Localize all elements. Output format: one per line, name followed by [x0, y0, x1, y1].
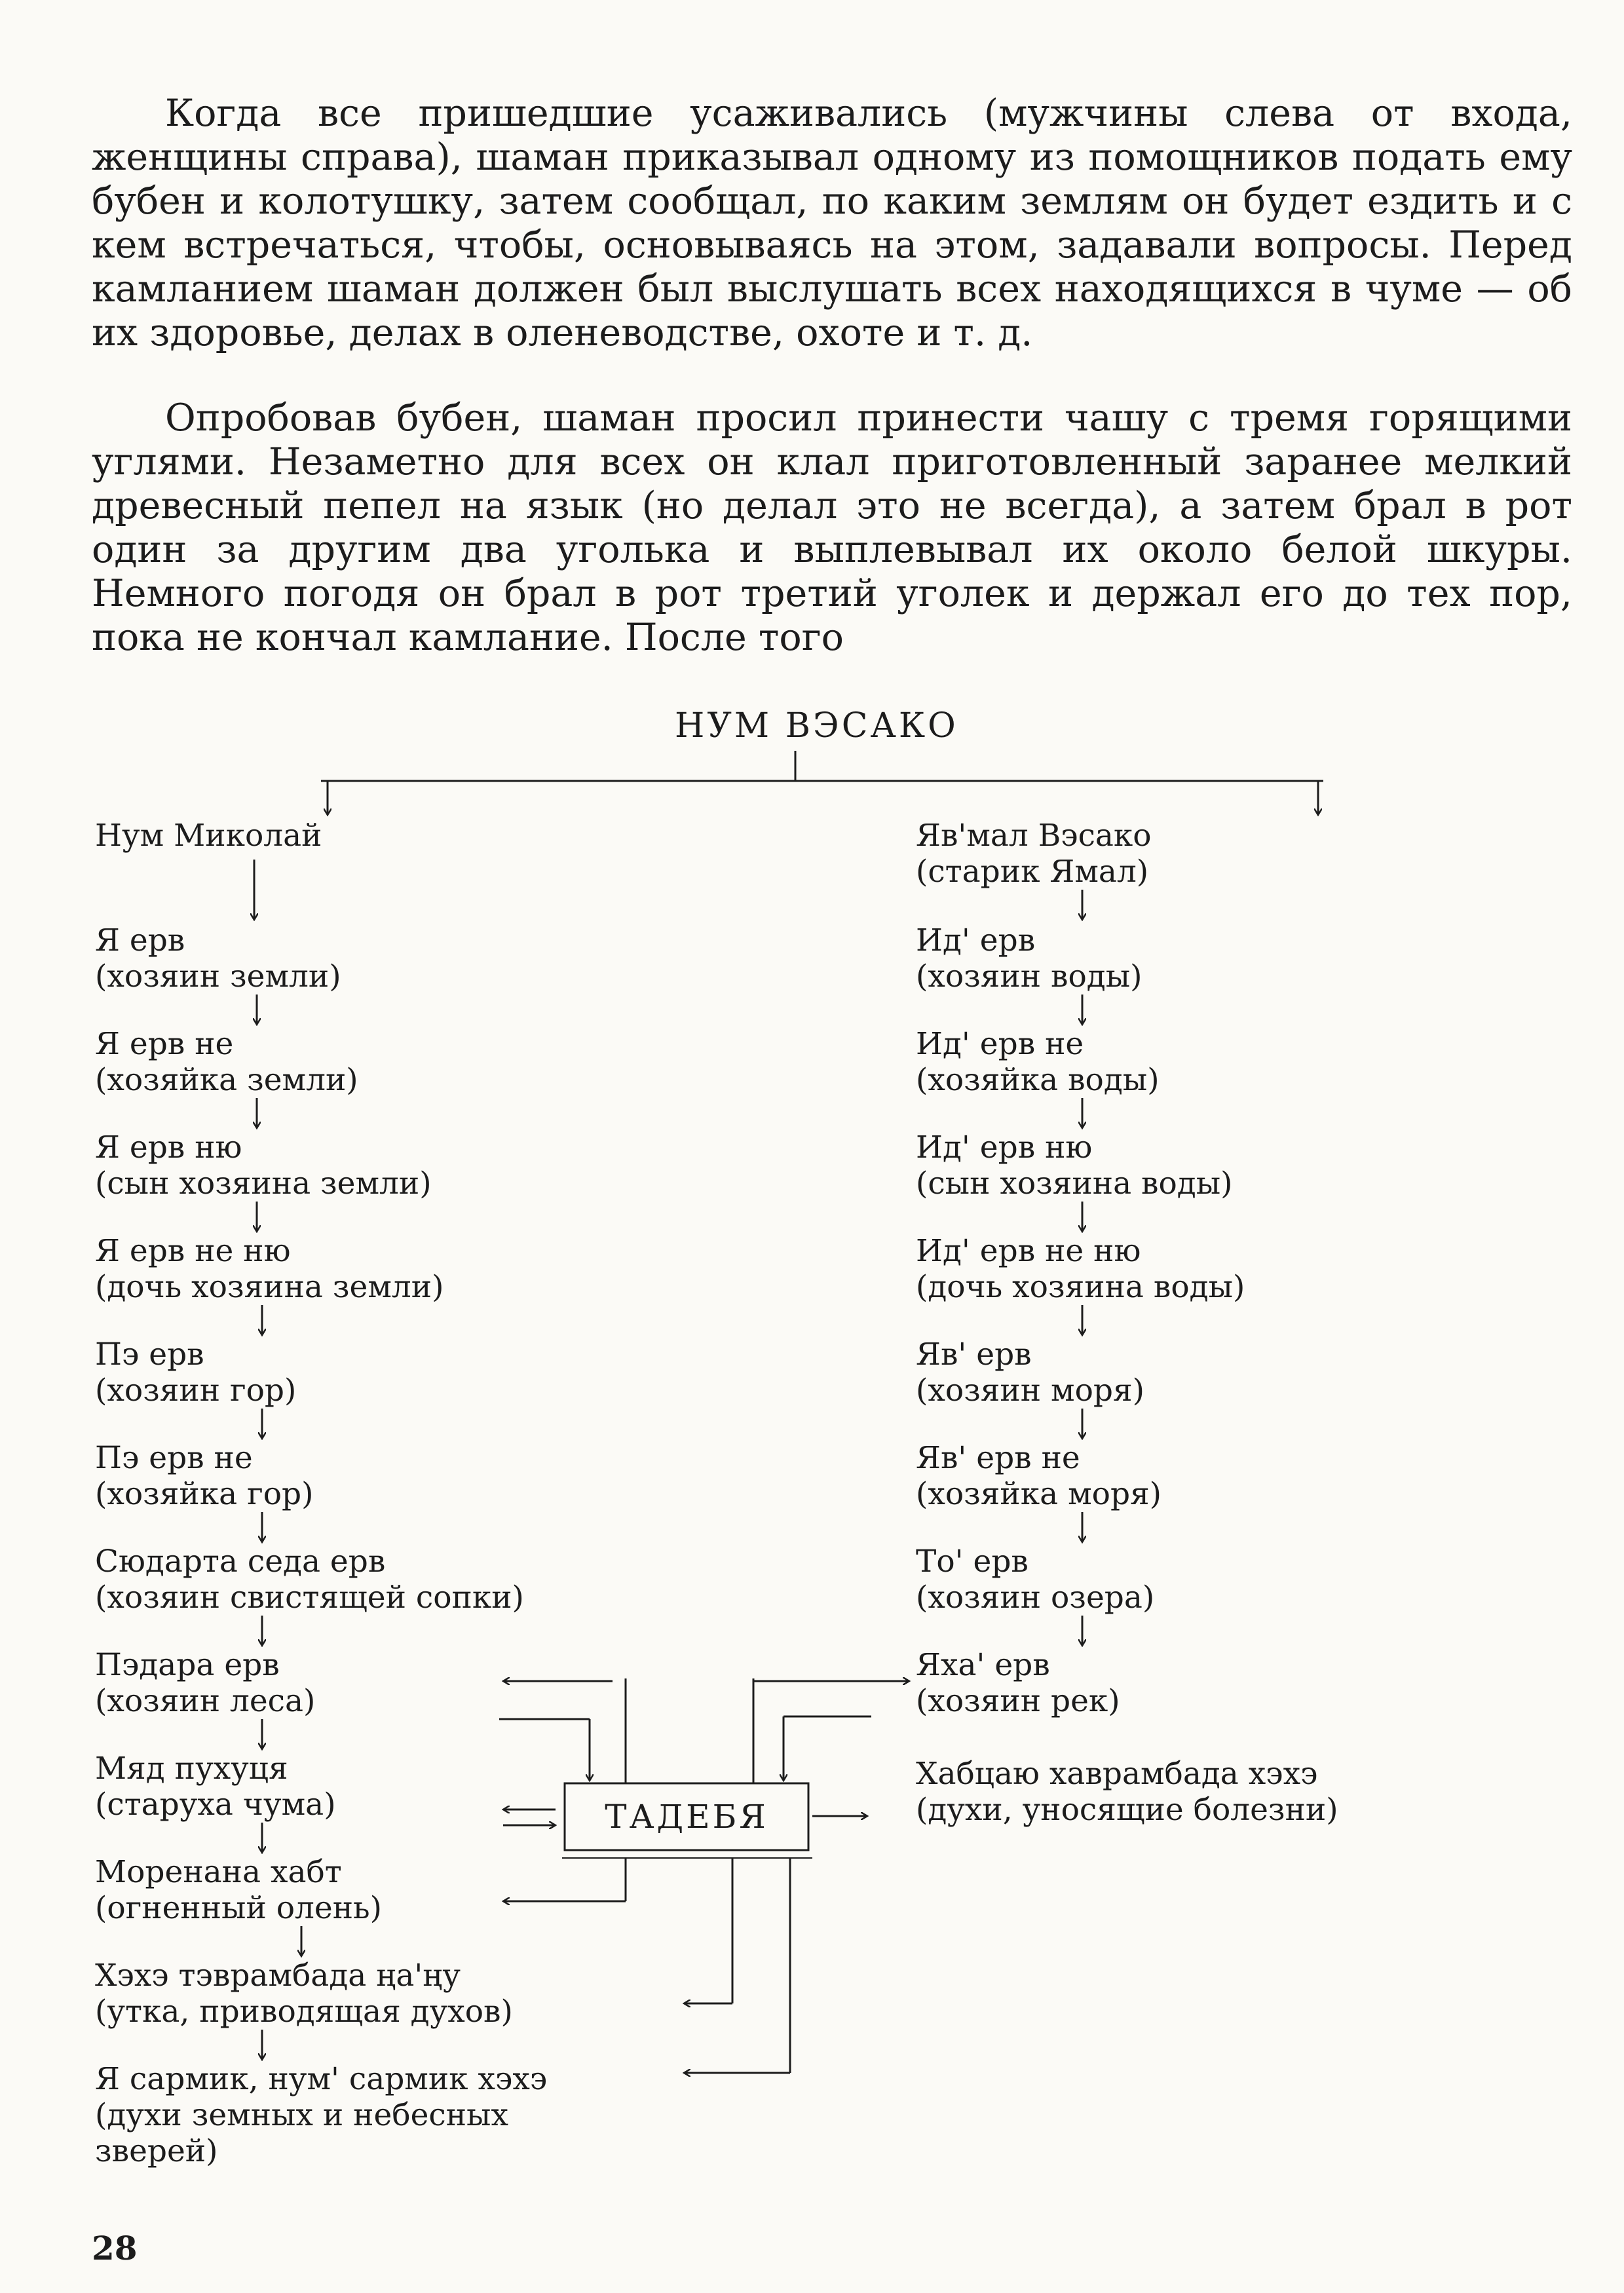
node-name: Яха' ерв — [916, 1647, 1050, 1683]
node-name: Ид' ерв не — [916, 1026, 1084, 1062]
node-name: Яв' ерв — [916, 1336, 1032, 1373]
node-name: Сюдарта седа ерв — [95, 1544, 386, 1580]
node-gloss: (хозяйка воды) — [916, 1062, 1160, 1098]
node-name: Я ерв — [95, 922, 185, 958]
node-gloss: (хозяин земли) — [95, 958, 341, 995]
node-gloss: (сын хозяина земли) — [95, 1165, 432, 1202]
node-gloss: (хозяйка моря) — [916, 1476, 1162, 1512]
node-gloss: (огненный олень) — [95, 1890, 382, 1926]
node-name: Я сармик, нум' сармик хэхэ — [95, 2061, 548, 2097]
node-gloss: (хозяин рек) — [916, 1683, 1120, 1719]
node-name: Я ерв не ню — [95, 1233, 291, 1269]
node-gloss: (сын хозяина воды) — [916, 1165, 1233, 1202]
page-number: 28 — [92, 2229, 138, 2267]
node-name: Хабцаю хаврамбада хэхэ — [916, 1756, 1318, 1792]
node-gloss-2: зверей) — [95, 2133, 218, 2169]
node-gloss: (хозяйка земли) — [95, 1062, 358, 1098]
node-name: Яв' ерв не — [916, 1440, 1080, 1476]
node-name: Пэ ерв не — [95, 1440, 253, 1476]
paragraph-1: Когда все пришедшие усаживались (мужчины слева от входа, женщины справа), шаман приказывал одному из помощников подать ему бубен и колотушку, затем сообщал, по каким землям он будет ездить и с кем встречаться, чтобы, основываясь на этом, задавали вопросы. Перед камланием шаман должен был выслушать всех находящихся в чуме — об их здоровье, делах в оленеводстве, охоте и т. д. — [92, 92, 1572, 354]
node-gloss: (дочь хозяина воды) — [916, 1269, 1245, 1305]
node-gloss: (дочь хозяина земли) — [95, 1269, 444, 1305]
node-name: Я ерв ню — [95, 1129, 242, 1165]
node-gloss: (старуха чума) — [95, 1787, 336, 1823]
node-gloss: (хозяин гор) — [95, 1373, 297, 1409]
node-name: Моренана хабт — [95, 1854, 342, 1890]
node-gloss: (хозяин свистящей сопки) — [95, 1580, 524, 1616]
node-gloss: (хозяйка гор) — [95, 1476, 314, 1512]
node-gloss: (хозяин озера) — [916, 1580, 1155, 1616]
node-name: Пэдара ерв — [95, 1647, 280, 1683]
node-gloss: (утка, приводящая духов) — [95, 1994, 513, 2030]
node-name: Ид' ерв ню — [916, 1129, 1093, 1165]
node-gloss: (духи, уносящие болезни) — [916, 1792, 1338, 1828]
tadebya-box: ТАДЕБЯ — [605, 1798, 768, 1836]
node-name: То' ерв — [916, 1544, 1029, 1580]
node-name: Яв'мал Вэсако — [916, 818, 1152, 854]
node-gloss: (хозяин моря) — [916, 1373, 1144, 1409]
node-name: Ид' ерв не ню — [916, 1233, 1141, 1269]
node-gloss: (хозяин леса) — [95, 1683, 316, 1719]
node-name: Мяд пухуця — [95, 1751, 288, 1787]
node-name: Хэхэ тэврамбада ңа'ңу — [95, 1958, 461, 1994]
node-name: Ид' ерв — [916, 922, 1036, 958]
paragraph-2: Опробовав бубен, шаман просил принести чашу с тремя горящими углями. Незаметно для всех он клал приготовленный заранее мелкий древесный пепел на язык (но делал это не всегда), а затем брал в рот один за другим два уголька и выплевывал их около белой шкуры. Немного погодя он брал в рот третий уголек и держал его до тех пор, пока не кончал камлание. После того — [92, 396, 1572, 659]
node-name: Пэ ерв — [95, 1336, 204, 1373]
diagram-title: НУМ ВЭСАКО — [675, 706, 958, 746]
node-gloss: (духи земных и небесных — [95, 2097, 508, 2133]
node-gloss: (хозяин воды) — [916, 958, 1142, 995]
node-name: Нум Миколай — [95, 818, 322, 854]
node-name: Я ерв не — [95, 1026, 234, 1062]
node-gloss: (старик Ямал) — [916, 854, 1149, 890]
